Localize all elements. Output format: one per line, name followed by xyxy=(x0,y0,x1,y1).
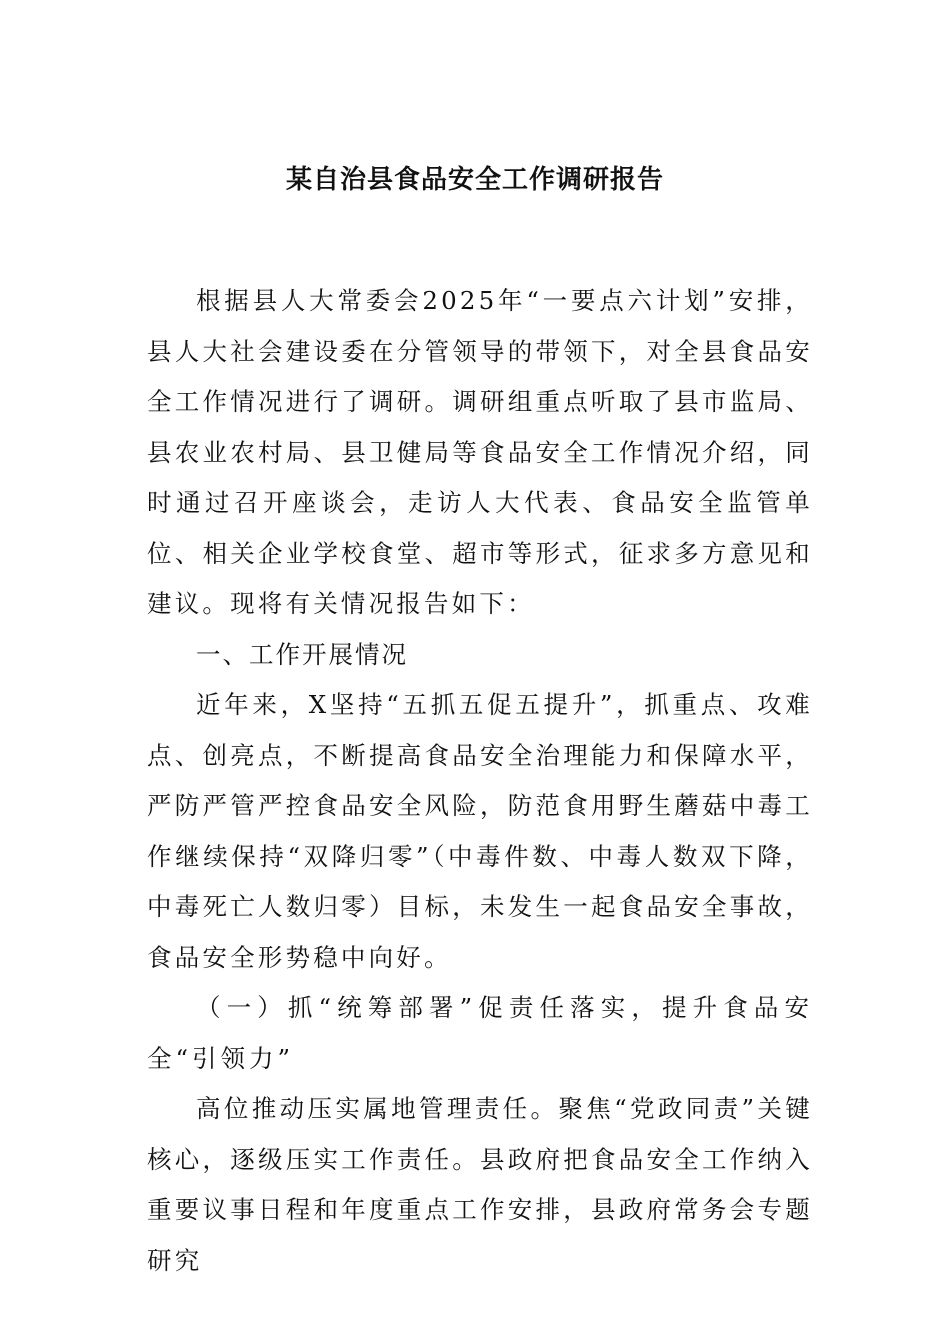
document-title: 某自治县食品安全工作调研报告 xyxy=(285,165,664,195)
responsibility-paragraph: 高位推动压实属地管理责任。聚焦“党政同责”关键核心，逐级压实工作责任。县政府把食品安全工作纳入重要议事日程和年度重点工作安排，县政府常务会专题研究 xyxy=(147,1094,813,1275)
document-body xyxy=(147,276,813,1286)
section-heading-1: 一、工作开展情况 xyxy=(196,639,408,669)
overview-paragraph: 近年来，X坚持“五抓五促五提升”，抓重点、攻难点、创亮点，不断提高食品安全治理能力和保障水平，严防严管严控食品安全风险，防范食用野生蘑菇中毒工作继续保持“双降归零”（中毒件数、中毒人数双下降，中毒死亡人数归零）目标，未发生一起食品安全事故，食品安全形势稳中向好。 xyxy=(147,690,813,972)
intro-paragraph: 根据县人大常委会2025年“一要点六计划”安排，县人大社会建设委在分管领导的带领下，对全县食品安全工作情况进行了调研。调研组重点听取了县市监局、县农业农村局、县卫健局等食品安全工作情况介绍，同时通过召开座谈会，走访人大代表、食品安全监管单位、相关企业学校食堂、超市等形式，征求多方意见和建议。现将有关情况报告如下： xyxy=(147,286,813,618)
subsection-heading-1: （一）抓“统筹部署”促责任落实，提升食品安全“引领力” xyxy=(147,993,813,1073)
